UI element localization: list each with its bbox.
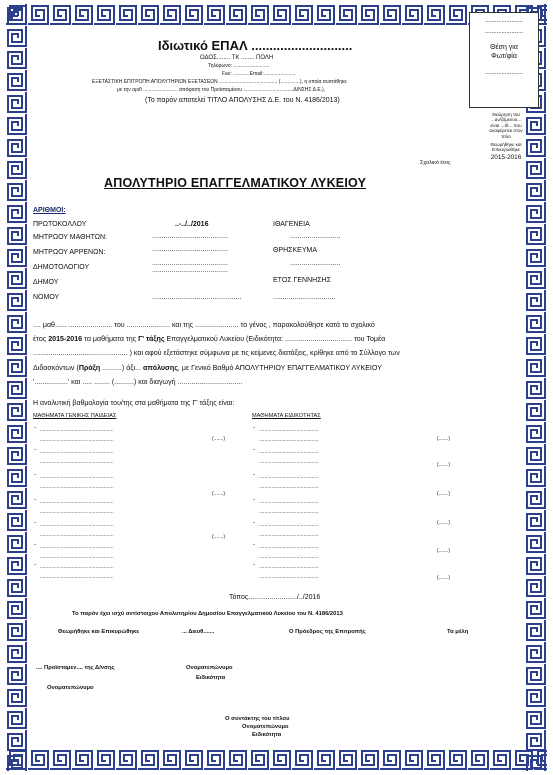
municipal-register-dots: ....................................... — [152, 260, 228, 267]
general-subject-line: ..................................................... — [40, 449, 114, 455]
paragraph-line-3: ................................................ ) και αφού εξετάστηκε σύμφωνα με τις κείμενες διατάξεις, κρίθηκε από το Σύλλογο των — [33, 349, 400, 358]
general-subject-line: ..................................................... — [40, 459, 114, 465]
general-subject-line: ..................................................... — [40, 564, 114, 570]
meander-border-left — [6, 4, 28, 771]
specialty-subject-line: ........................................... — [259, 544, 319, 550]
issuer-label: Ο συντάκτης του τίτλου — [225, 716, 290, 722]
specialty-subject-line: ........................................... — [259, 437, 319, 443]
specialty-subject-bullet: - — [253, 447, 255, 453]
specialty-subject-bullet: - — [253, 425, 255, 431]
text: ..........) άξι... — [100, 363, 143, 372]
general-subject-line: ..................................................... — [40, 509, 114, 515]
general-subject-bullet: - — [34, 497, 36, 503]
general-subject-bullet: - — [34, 562, 36, 568]
side-note-line: είναι ...Ιδ... που — [490, 122, 522, 128]
general-subject-line: ..................................................... — [40, 544, 114, 550]
protocol-value: ..-../../2016 — [175, 221, 209, 228]
school-title: Ιδιωτικό ΕΠΑΛ ............................ — [158, 38, 353, 53]
numbers-heading: ΑΡΙΘΜΟΙ: — [33, 207, 66, 214]
prefecture-dots: .............................................. — [152, 294, 242, 301]
photo-dots-top: ....................... — [484, 18, 524, 24]
prefecture-label: ΝΟΜΟΥ — [33, 294, 60, 301]
side-note-line: τίτλο — [501, 133, 511, 139]
specialty-grade-mark: (.......) — [437, 520, 451, 526]
meander-border-top — [6, 4, 547, 26]
committee-line: ΕΞΕΤΑΣΤΙΚΗ ΕΠΙΤΡΟΠΗ ΑΠΟΛΥΤΗΡΙΩΝ ΕΞΕΤΑΣΕΩΝ .......................................... (..............), η οποία συστάθηκε — [92, 79, 347, 85]
general-subject-line: ..................................................... — [40, 532, 114, 538]
certificate-paragraph — [33, 318, 520, 389]
specialty-grade-mark: (.......) — [437, 575, 451, 581]
general-subjects-heading: ΜΑΘΗΜΑΤΑ ΓΕΝΙΚΗΣ ΠΑΙΔΕΙΑΣ — [33, 413, 117, 419]
graduation-label: απόλυσης — [142, 363, 178, 372]
grade-class: Γ' τάξης — [138, 335, 165, 344]
paragraph-line-5: '.................' και ..... ........ (..........) και διαγωγή ................................. — [33, 377, 243, 386]
general-subject-line: ..................................................... — [40, 554, 114, 560]
specialty-subject-line: ........................................... — [259, 564, 319, 570]
paragraph-line-4 — [33, 361, 520, 375]
meander-border-bottom — [6, 749, 547, 771]
grades-intro: Η αναλυτική βαθμολογία του/της στα μαθήματα της Γ' τάξης είναι: — [33, 400, 235, 407]
specialty-subject-line: ........................................... — [259, 522, 319, 528]
religion-dots: .......................... — [290, 260, 341, 267]
issuer-fullname: Ονοματεπώνυμο — [242, 724, 289, 730]
equivalence-note: Το παρόν έχει ισχύ αντίστοιχου Απολυτηρίου Δημοσίου Επαγγελματικού Λυκείου του Ν. 4186/2013 — [72, 611, 343, 617]
specialty-subject-line: ........................................... — [259, 449, 319, 455]
specialty-subject-line: ........................................... — [259, 484, 319, 490]
photo-dots-second: ....................... — [484, 29, 524, 35]
side-note-line: ...αν/ζόμενου... — [490, 117, 522, 123]
director-label: ... Διευθ....... — [182, 629, 215, 635]
general-subject-line: ..................................................... — [40, 474, 114, 480]
birth-year-dots: ................................ — [273, 294, 336, 301]
members-label: Τα μέλη — [447, 629, 469, 635]
general-subject-line: ..................................................... — [40, 522, 114, 528]
general-subject-line: ..................................................... — [40, 427, 114, 433]
specialty-subject-bullet: - — [253, 562, 255, 568]
specialty-grade-mark: (.......) — [437, 462, 451, 468]
general-subject-line: ..................................................... — [40, 574, 114, 580]
specialty-subject-line: ........................................... — [259, 509, 319, 515]
municipal-register-label: ΔΗΜΟΤΟΛΟΓΙΟΥ — [33, 264, 90, 271]
specialty-subjects-heading: ΜΑΘΗΜΑΤΑ ΕΙΔΙΚΟΤΗΤΑΣ — [252, 413, 321, 419]
specialty-subject-bullet: - — [253, 520, 255, 526]
specialty-subject-line: ........................................... — [259, 499, 319, 505]
protocol-label: ΠΡΩΤΟΚΟΛΛΟΥ — [33, 221, 87, 228]
text: Επαγγελματικού Λυκείου (Ειδικότητα: .................................. του Τομέα — [164, 335, 386, 344]
director-specialty: Ειδικότητα — [196, 675, 226, 681]
phone-line: Τηλέφωνο: .......................... — [208, 63, 270, 69]
text: έτος — [33, 335, 49, 344]
general-subject-line: ..................................................... — [40, 437, 114, 443]
specialty-subject-line: ........................................... — [259, 532, 319, 538]
specialty-subject-line: ........................................... — [259, 554, 319, 560]
general-grade-mark: (.......) — [212, 436, 226, 442]
title-note: (Το παρόν αποτελεί ΤΙΤΛΟ ΑΠΟΛΥΣΗΣ Δ.Ε. του Ν. 4186/2013) — [145, 97, 340, 104]
general-subject-bullet: - — [34, 520, 36, 526]
general-grade-mark: (.......) — [212, 534, 226, 540]
head-fullname: Ονοματεπώνυμο — [47, 685, 94, 691]
paragraph-line-2 — [33, 332, 520, 346]
specialty-subject-line: ........................................... — [259, 474, 319, 480]
director-fullname: Ονοματεπώνυμο — [186, 665, 233, 671]
general-subject-line: ..................................................... — [40, 484, 114, 490]
specialty-grade-mark: (.......) — [437, 491, 451, 497]
photo-label-1: Θέση για — [490, 44, 518, 51]
general-subject-line: ..................................................... — [40, 499, 114, 505]
fax-line: Fax: ............Email:....................... — [222, 71, 296, 77]
school-year-label: Σχολικό έτος — [420, 160, 451, 166]
male-register-dots: ....................................... — [152, 246, 228, 253]
general-subject-bullet: - — [34, 542, 36, 548]
head-of-directorate: .... Προϊσταμεν.... της Δ/νσης — [36, 665, 115, 671]
specialty-subject-line: ........................................... — [259, 574, 319, 580]
side-note-line: Θεώρηση του — [492, 112, 520, 117]
general-subject-bullet: - — [34, 425, 36, 431]
specialty-grade-mark: (.......) — [437, 436, 451, 442]
nationality-label: ΙΘΑΓΕΝΕΙΑ — [273, 221, 310, 228]
committee-president-label: Ο Πρόεδρος της Επιτροπής — [289, 629, 366, 635]
side-certification-note — [478, 112, 534, 160]
text: Διδασκόντων ( — [33, 363, 79, 372]
side-note-line: Επικυρώθηκε — [492, 147, 520, 153]
certified-label: Θεωρήθηκε και Επικυρώθηκε — [58, 629, 140, 635]
municipal-register-dots-2: ....................................... — [152, 267, 228, 274]
general-grade-mark: (.......) — [212, 491, 226, 497]
address-line: ΟΔΟΣ........ ΤΚ ........ ΠΟΛΗ — [200, 55, 274, 61]
specialty-subject-bullet: - — [253, 542, 255, 548]
issuer-specialty: Ειδικότητα — [252, 732, 282, 738]
specialty-subject-line: ........................................... — [259, 427, 319, 433]
photo-dots-bottom: ....................... — [484, 70, 524, 76]
text: τα μαθήματα της — [82, 335, 139, 344]
side-note-year: 2015-2016 — [490, 153, 522, 161]
side-note-line: αναφέρεται στον — [489, 128, 523, 134]
nationality-dots: .......................... — [290, 233, 341, 240]
paragraph-line-1: .... μαθ...... ...................... του ...................... και της ...................... το γένος , παρακολούθησε κατά το σχολικό — [33, 321, 375, 329]
specialty-subject-line: ........................................... — [259, 459, 319, 465]
general-subject-bullet: - — [34, 447, 36, 453]
municipality-label: ΔΗΜΟΥ — [33, 279, 59, 286]
act-label: Πράξη — [78, 363, 101, 372]
document-title: ΑΠΟΛΥΤΗΡΙΟ ΕΠΑΓΓΕΛΜΑΤΙΚΟΥ ΛΥΚΕΙΟΥ — [104, 176, 367, 190]
religion-label: ΘΡΗΣΚΕΥΜΑ — [273, 247, 318, 254]
place-date: Τόπος........................./../2016 — [229, 594, 321, 601]
students-register-dots: ....................................... — [152, 233, 228, 240]
text: , με Γενικό Βαθμό ΑΠΟΛΥΤΗΡΙΟΥ ΕΠΑΓΓΕΛΜΑΤΙΚΟΥ ΛΥΚΕΙΟΥ — [177, 363, 382, 372]
specialty-subject-bullet: - — [253, 497, 255, 503]
decision-line: με την αριθ ......................... απόφαση του Προϊσταμένου ....................................Δ/ΝΣΗΣ Δ.Ε.), — [117, 87, 326, 93]
students-register-label: ΜΗΤΡΩΟΥ ΜΑΘΗΤΩΝ: — [33, 234, 108, 241]
general-subject-bullet: - — [34, 472, 36, 478]
birth-year-label: ΕΤΟΣ ΓΕΝΝΗΣΗΣ — [273, 277, 331, 284]
photo-placeholder — [469, 12, 539, 108]
school-year-value: 2015-2016 — [48, 335, 83, 344]
specialty-grade-mark: (.......) — [437, 548, 451, 554]
photo-label-2: Φωτ/φία — [491, 53, 517, 60]
specialty-subject-bullet: - — [253, 472, 255, 478]
male-register-label: ΜΗΤΡΩΟΥ ΑΡΡΕΝΩΝ: — [33, 249, 106, 256]
side-note-line: Θεωρήθηκε και — [490, 142, 522, 148]
